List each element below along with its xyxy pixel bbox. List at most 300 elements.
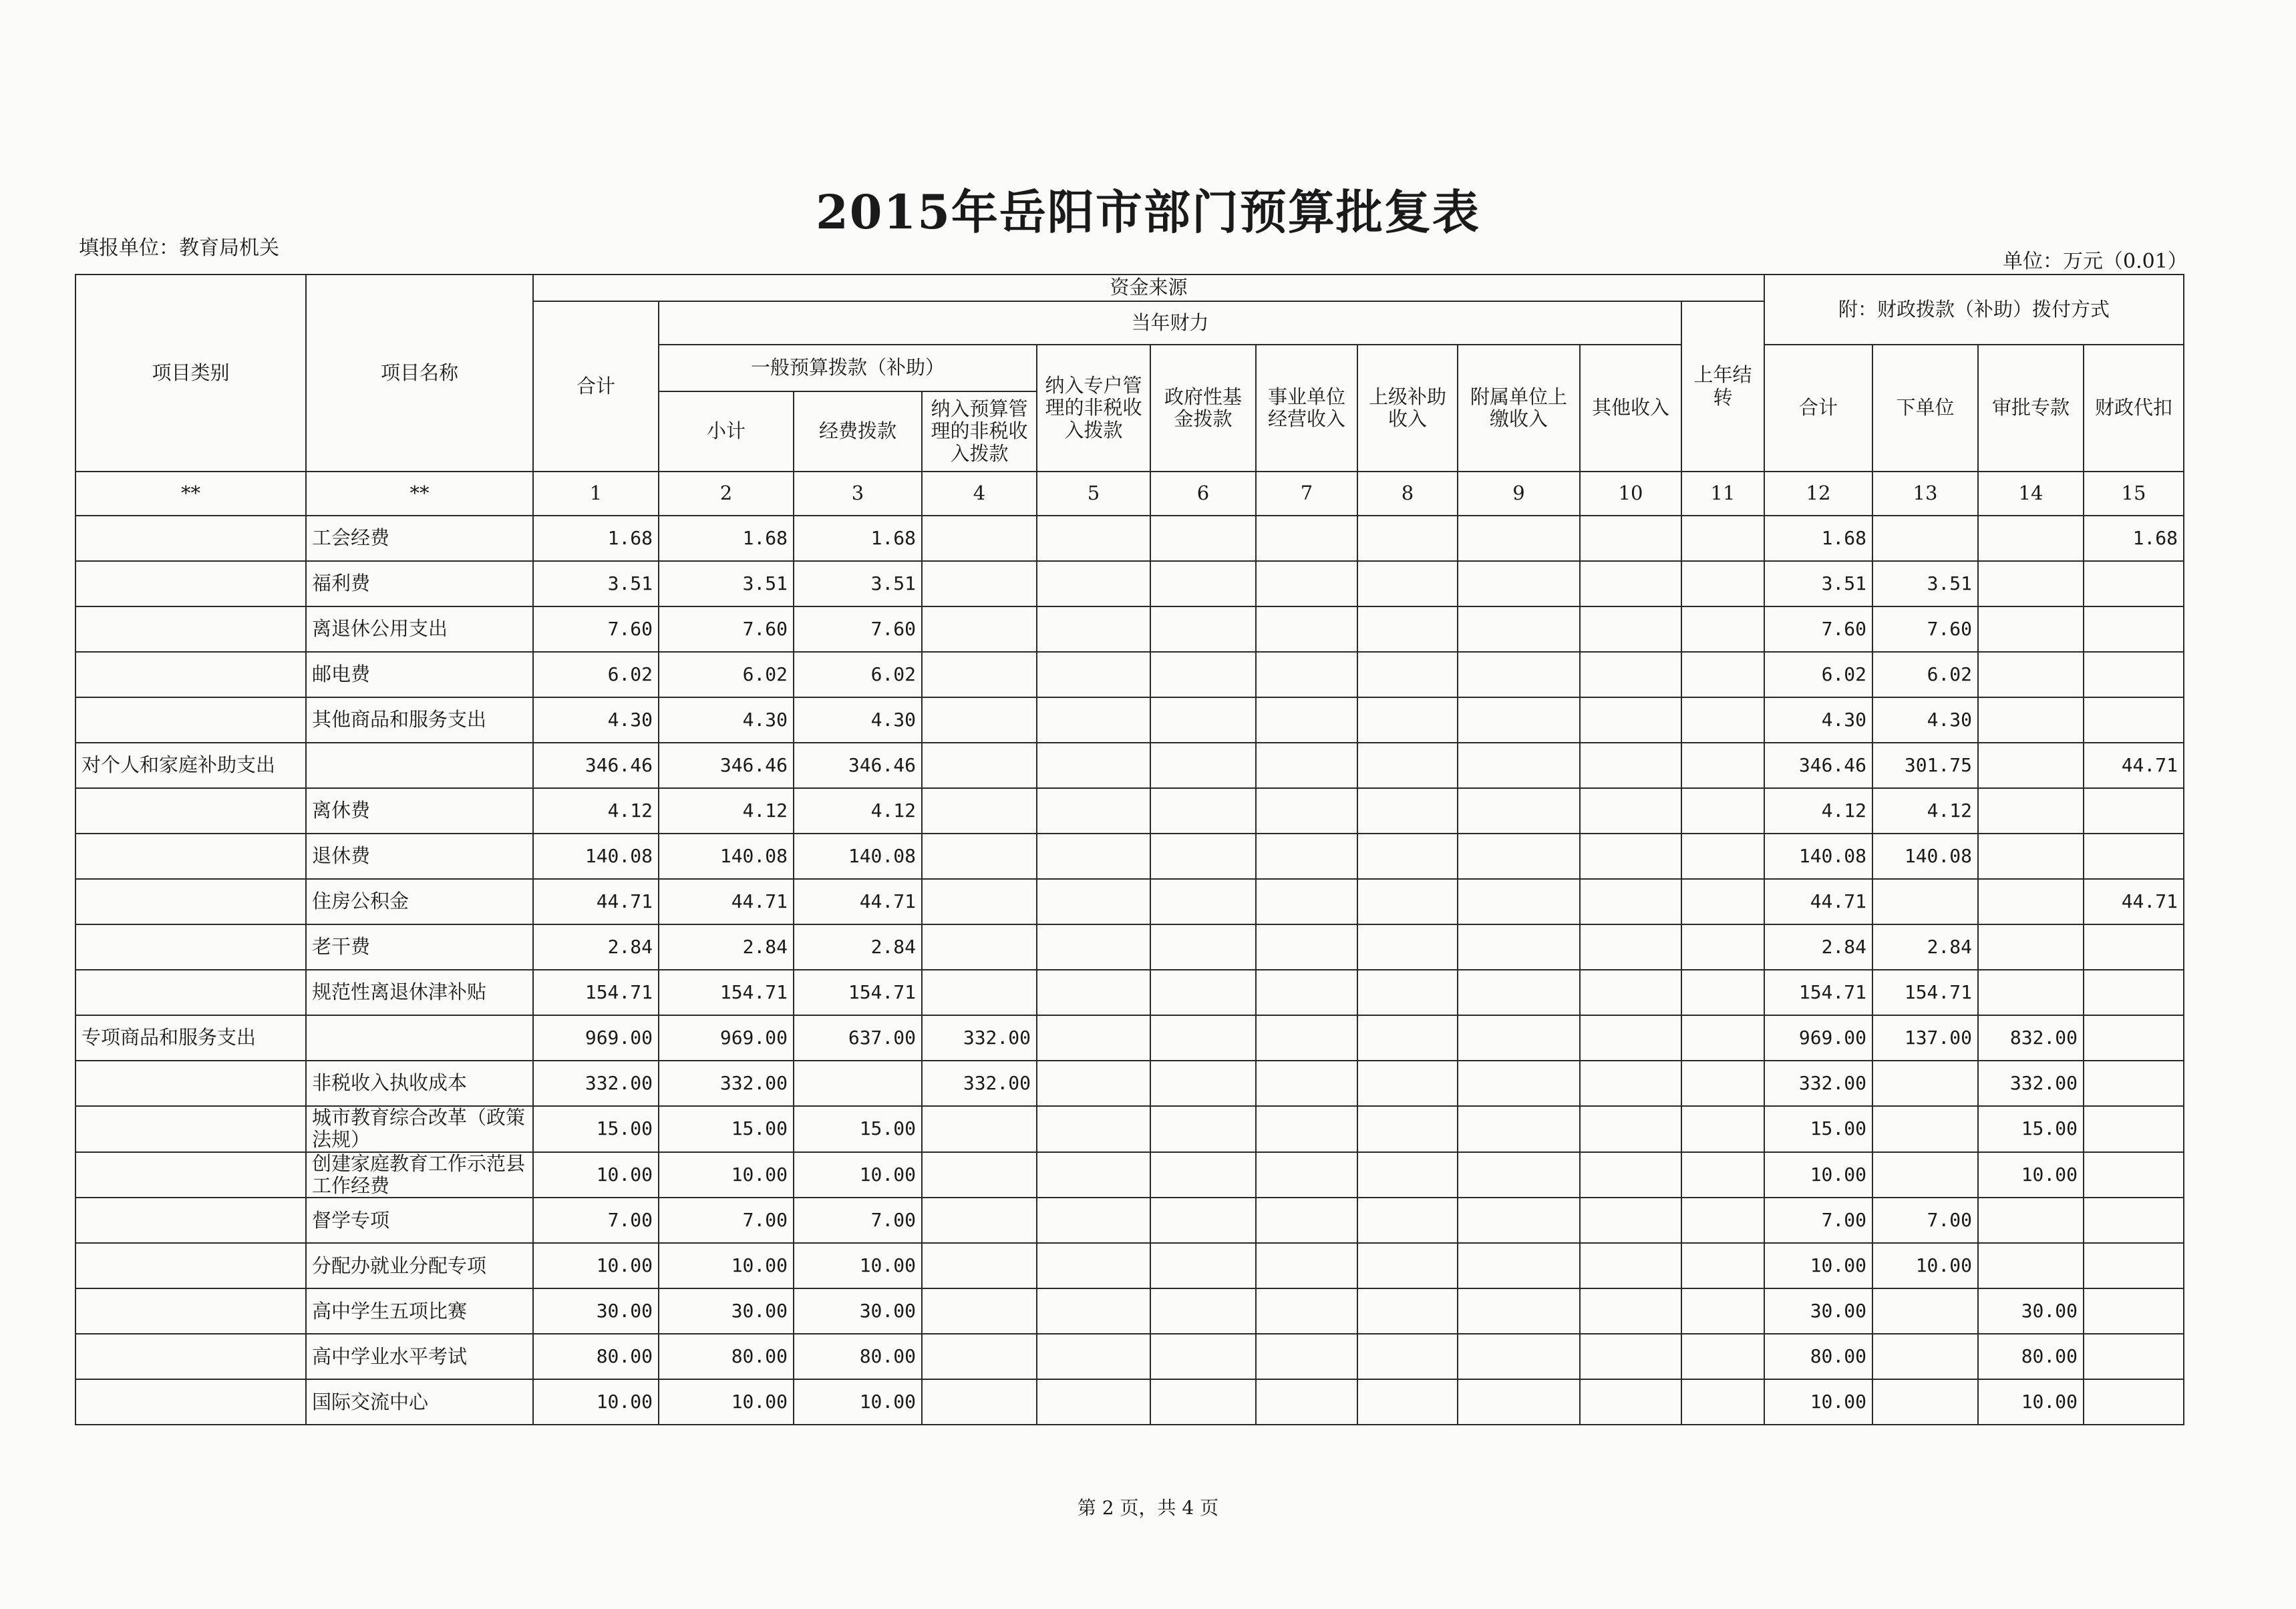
row-affiliate-income [1458, 697, 1580, 743]
row-name: 住房公积金 [306, 879, 533, 924]
row-other-income [1580, 743, 1681, 788]
row-lower-unit: 301.75 [1872, 743, 1978, 788]
row-affiliate-income [1458, 1379, 1580, 1425]
row-total: 140.08 [533, 834, 659, 879]
row-nontax-budget: 332.00 [922, 1015, 1037, 1061]
row-category [75, 1061, 306, 1106]
row-business-income [1256, 834, 1357, 879]
row-nontax-budget [922, 1334, 1037, 1379]
row-category [75, 1288, 306, 1334]
row-pay-total: 15.00 [1764, 1106, 1872, 1152]
row-superior-subsidy [1357, 1379, 1458, 1425]
row-approved-special: 10.00 [1978, 1152, 2084, 1198]
row-prev-carryover [1681, 1015, 1764, 1061]
row-nontax-budget [922, 834, 1037, 879]
row-expense: 346.46 [794, 743, 922, 788]
row-category [75, 561, 306, 606]
header-other-income: 其他收入 [1580, 345, 1681, 472]
document-title: 2015年岳阳市部门预算批复表 [816, 184, 1480, 240]
row-nontax-special [1037, 652, 1150, 697]
row-nontax-budget [922, 924, 1037, 970]
row-name: 高中学业水平考试 [306, 1334, 533, 1379]
row-nontax-special [1037, 970, 1150, 1015]
row-nontax-budget [922, 561, 1037, 606]
row-other-income [1580, 697, 1681, 743]
row-gov-fund [1150, 1061, 1256, 1106]
row-lower-unit: 7.60 [1872, 606, 1978, 652]
row-superior-subsidy [1357, 561, 1458, 606]
row-expense: 7.60 [794, 606, 922, 652]
row-subtotal: 4.12 [659, 788, 794, 834]
row-superior-subsidy [1357, 743, 1458, 788]
row-name: 非税收入执收成本 [306, 1061, 533, 1106]
index-col: 9 [1458, 472, 1580, 516]
row-prev-carryover [1681, 1152, 1764, 1198]
row-subtotal: 10.00 [659, 1152, 794, 1198]
row-other-income [1580, 1288, 1681, 1334]
row-nontax-budget [922, 1243, 1037, 1288]
row-superior-subsidy [1357, 1288, 1458, 1334]
row-name: 离休费 [306, 788, 533, 834]
row-lower-unit: 4.30 [1872, 697, 1978, 743]
row-category [75, 606, 306, 652]
row-approved-special [1978, 788, 2084, 834]
header-attached-total: 合计 [1764, 345, 1872, 472]
row-superior-subsidy [1357, 879, 1458, 924]
row-approved-special: 332.00 [1978, 1061, 2084, 1106]
row-total: 4.12 [533, 788, 659, 834]
row-nontax-budget: 332.00 [922, 1061, 1037, 1106]
row-superior-subsidy [1357, 788, 1458, 834]
row-gov-fund [1150, 1243, 1256, 1288]
row-total: 10.00 [533, 1379, 659, 1425]
row-category: 专项商品和服务支出 [75, 1015, 306, 1061]
row-business-income [1256, 1015, 1357, 1061]
row-affiliate-income [1458, 1106, 1580, 1152]
table-row [75, 606, 2184, 652]
row-approved-special [1978, 1243, 2084, 1288]
row-total: 44.71 [533, 879, 659, 924]
row-name: 规范性离退休津补贴 [306, 970, 533, 1015]
row-lower-unit [1872, 1061, 1978, 1106]
row-expense: 637.00 [794, 1015, 922, 1061]
row-other-income [1580, 1015, 1681, 1061]
row-total: 30.00 [533, 1288, 659, 1334]
row-superior-subsidy [1357, 1334, 1458, 1379]
index-col: 12 [1764, 472, 1872, 516]
row-total: 7.00 [533, 1198, 659, 1243]
row-nontax-special [1037, 1152, 1150, 1198]
row-expense: 1.68 [794, 516, 922, 561]
header-name: 项目名称 [306, 275, 533, 472]
row-superior-subsidy [1357, 606, 1458, 652]
row-subtotal: 140.08 [659, 834, 794, 879]
row-nontax-budget [922, 606, 1037, 652]
row-pay-total: 7.60 [1764, 606, 1872, 652]
row-pay-total: 2.84 [1764, 924, 1872, 970]
row-nontax-budget [922, 516, 1037, 561]
row-category [75, 879, 306, 924]
row-affiliate-income [1458, 1243, 1580, 1288]
row-nontax-budget [922, 743, 1037, 788]
row-business-income [1256, 1243, 1357, 1288]
row-subtotal: 30.00 [659, 1288, 794, 1334]
row-business-income [1256, 788, 1357, 834]
index-col: 3 [794, 472, 922, 516]
row-lower-unit: 2.84 [1872, 924, 1978, 970]
row-pay-total: 154.71 [1764, 970, 1872, 1015]
table-row [75, 1288, 2184, 1334]
row-approved-special [1978, 697, 2084, 743]
row-nontax-special [1037, 1288, 1150, 1334]
row-approved-special [1978, 606, 2084, 652]
header-general-budget: 一般预算拨款（补助） [659, 345, 1037, 391]
header-nontax-special: 纳入专户管理的非税收入拨款 [1037, 345, 1150, 472]
row-business-income [1256, 1288, 1357, 1334]
row-superior-subsidy [1357, 924, 1458, 970]
header-nontax-budget: 纳入预算管理的非税收入拨款 [922, 391, 1037, 472]
row-nontax-special [1037, 1106, 1150, 1152]
row-subtotal: 15.00 [659, 1106, 794, 1152]
row-finance-agent [2084, 1198, 2184, 1243]
index-col: 8 [1357, 472, 1458, 516]
unit-label: 单位：万元（0.01） [2003, 250, 2188, 273]
row-business-income [1256, 1334, 1357, 1379]
row-category [75, 1106, 306, 1152]
row-finance-agent [2084, 924, 2184, 970]
row-nontax-special [1037, 924, 1150, 970]
row-expense: 2.84 [794, 924, 922, 970]
row-subtotal: 6.02 [659, 652, 794, 697]
row-expense: 4.30 [794, 697, 922, 743]
row-affiliate-income [1458, 1061, 1580, 1106]
row-prev-carryover [1681, 1379, 1764, 1425]
row-total: 6.02 [533, 652, 659, 697]
row-finance-agent: 44.71 [2084, 743, 2184, 788]
row-other-income [1580, 1106, 1681, 1152]
row-superior-subsidy [1357, 516, 1458, 561]
row-other-income [1580, 1198, 1681, 1243]
row-prev-carryover [1681, 1106, 1764, 1152]
row-total: 332.00 [533, 1061, 659, 1106]
row-finance-agent: 1.68 [2084, 516, 2184, 561]
row-business-income [1256, 1061, 1357, 1106]
row-total: 80.00 [533, 1334, 659, 1379]
row-name: 分配办就业分配专项 [306, 1243, 533, 1288]
row-total: 15.00 [533, 1106, 659, 1152]
row-nontax-budget [922, 1106, 1037, 1152]
row-subtotal: 332.00 [659, 1061, 794, 1106]
table-row [75, 1243, 2184, 1288]
table-row [75, 1106, 2184, 1152]
row-category [75, 1379, 306, 1425]
index-col: 6 [1150, 472, 1256, 516]
row-expense: 10.00 [794, 1152, 922, 1198]
table-row [75, 697, 2184, 743]
row-total: 4.30 [533, 697, 659, 743]
row-pay-total: 10.00 [1764, 1243, 1872, 1288]
row-business-income [1256, 743, 1357, 788]
row-affiliate-income [1458, 743, 1580, 788]
row-gov-fund [1150, 1198, 1256, 1243]
row-superior-subsidy [1357, 1243, 1458, 1288]
row-name: 城市教育综合改革（政策法规） [306, 1106, 533, 1152]
row-subtotal: 346.46 [659, 743, 794, 788]
row-prev-carryover [1681, 1288, 1764, 1334]
row-nontax-special [1037, 1061, 1150, 1106]
row-category [75, 652, 306, 697]
row-other-income [1580, 924, 1681, 970]
index-col: 13 [1872, 472, 1978, 516]
row-superior-subsidy [1357, 834, 1458, 879]
row-finance-agent [2084, 1152, 2184, 1198]
row-nontax-special [1037, 1198, 1150, 1243]
row-finance-agent [2084, 1106, 2184, 1152]
row-business-income [1256, 652, 1357, 697]
budget-table [75, 274, 2184, 1425]
row-prev-carryover [1681, 652, 1764, 697]
row-approved-special: 15.00 [1978, 1106, 2084, 1152]
row-category [75, 1243, 306, 1288]
row-other-income [1580, 834, 1681, 879]
row-gov-fund [1150, 697, 1256, 743]
row-finance-agent [2084, 1379, 2184, 1425]
row-affiliate-income [1458, 1198, 1580, 1243]
row-superior-subsidy [1357, 1106, 1458, 1152]
row-prev-carryover [1681, 788, 1764, 834]
row-name: 工会经费 [306, 516, 533, 561]
row-pay-total: 10.00 [1764, 1152, 1872, 1198]
row-superior-subsidy [1357, 1198, 1458, 1243]
row-name: 督学专项 [306, 1198, 533, 1243]
row-name [306, 1015, 533, 1061]
index-category: ** [75, 472, 306, 516]
row-business-income [1256, 1152, 1357, 1198]
row-nontax-budget [922, 788, 1037, 834]
row-gov-fund [1150, 788, 1256, 834]
row-other-income [1580, 606, 1681, 652]
row-affiliate-income [1458, 561, 1580, 606]
row-other-income [1580, 652, 1681, 697]
row-name: 离退休公用支出 [306, 606, 533, 652]
row-approved-special: 10.00 [1978, 1379, 2084, 1425]
row-lower-unit [1872, 879, 1978, 924]
row-other-income [1580, 788, 1681, 834]
row-business-income [1256, 970, 1357, 1015]
row-finance-agent [2084, 1061, 2184, 1106]
row-gov-fund [1150, 924, 1256, 970]
row-subtotal: 10.00 [659, 1243, 794, 1288]
row-superior-subsidy [1357, 1015, 1458, 1061]
row-approved-special [1978, 924, 2084, 970]
table-row [75, 1334, 2184, 1379]
header-superior-subsidy: 上级补助收入 [1357, 345, 1458, 472]
row-gov-fund [1150, 652, 1256, 697]
row-affiliate-income [1458, 652, 1580, 697]
row-affiliate-income [1458, 970, 1580, 1015]
row-approved-special [1978, 516, 2084, 561]
row-nontax-budget [922, 1379, 1037, 1425]
table-row [75, 1379, 2184, 1425]
row-gov-fund [1150, 834, 1256, 879]
row-expense [794, 1061, 922, 1106]
row-category [75, 834, 306, 879]
row-pay-total: 1.68 [1764, 516, 1872, 561]
table-row [75, 788, 2184, 834]
row-name: 退休费 [306, 834, 533, 879]
header-current-year: 当年财力 [659, 301, 1681, 345]
row-gov-fund [1150, 561, 1256, 606]
header-finance-agent: 财政代扣 [2084, 345, 2184, 472]
row-lower-unit: 7.00 [1872, 1198, 1978, 1243]
row-affiliate-income [1458, 1152, 1580, 1198]
row-affiliate-income [1458, 1015, 1580, 1061]
row-superior-subsidy [1357, 1152, 1458, 1198]
row-expense: 30.00 [794, 1288, 922, 1334]
header-expense-allocation: 经费拨款 [794, 391, 922, 472]
row-prev-carryover [1681, 1243, 1764, 1288]
row-lower-unit: 3.51 [1872, 561, 1978, 606]
row-lower-unit [1872, 1288, 1978, 1334]
page-footer: 第 2 页，共 4 页 [1077, 1497, 1219, 1519]
table-row [75, 1015, 2184, 1061]
row-prev-carryover [1681, 606, 1764, 652]
row-gov-fund [1150, 516, 1256, 561]
row-category [75, 697, 306, 743]
row-total: 7.60 [533, 606, 659, 652]
row-subtotal: 1.68 [659, 516, 794, 561]
row-finance-agent [2084, 561, 2184, 606]
row-subtotal: 7.60 [659, 606, 794, 652]
row-prev-carryover [1681, 1334, 1764, 1379]
row-finance-agent [2084, 1334, 2184, 1379]
row-business-income [1256, 1198, 1357, 1243]
row-lower-unit: 6.02 [1872, 652, 1978, 697]
row-name: 创建家庭教育工作示范县工作经费 [306, 1152, 533, 1198]
row-business-income [1256, 561, 1357, 606]
table-row [75, 834, 2184, 879]
row-superior-subsidy [1357, 652, 1458, 697]
row-other-income [1580, 879, 1681, 924]
index-col: 11 [1681, 472, 1764, 516]
row-prev-carryover [1681, 516, 1764, 561]
row-other-income [1580, 1061, 1681, 1106]
row-approved-special [1978, 652, 2084, 697]
row-nontax-special [1037, 743, 1150, 788]
row-prev-carryover [1681, 1198, 1764, 1243]
row-affiliate-income [1458, 1288, 1580, 1334]
table-row [75, 652, 2184, 697]
row-pay-total: 346.46 [1764, 743, 1872, 788]
row-other-income [1580, 970, 1681, 1015]
row-category [75, 788, 306, 834]
row-expense: 80.00 [794, 1334, 922, 1379]
row-nontax-special [1037, 1243, 1150, 1288]
row-nontax-budget [922, 879, 1037, 924]
row-finance-agent [2084, 606, 2184, 652]
row-lower-unit: 10.00 [1872, 1243, 1978, 1288]
row-business-income [1256, 516, 1357, 561]
row-total: 2.84 [533, 924, 659, 970]
row-name: 福利费 [306, 561, 533, 606]
row-other-income [1580, 1152, 1681, 1198]
row-category [75, 1334, 306, 1379]
row-affiliate-income [1458, 879, 1580, 924]
row-superior-subsidy [1357, 697, 1458, 743]
row-finance-agent: 44.71 [2084, 879, 2184, 924]
row-total: 3.51 [533, 561, 659, 606]
row-approved-special [1978, 834, 2084, 879]
row-prev-carryover [1681, 924, 1764, 970]
row-lower-unit: 137.00 [1872, 1015, 1978, 1061]
row-subtotal: 4.30 [659, 697, 794, 743]
row-lower-unit [1872, 1106, 1978, 1152]
row-finance-agent [2084, 788, 2184, 834]
row-prev-carryover [1681, 1061, 1764, 1106]
row-affiliate-income [1458, 606, 1580, 652]
row-finance-agent [2084, 1243, 2184, 1288]
row-total: 10.00 [533, 1152, 659, 1198]
table-row [75, 743, 2184, 788]
index-col: 1 [533, 472, 659, 516]
row-nontax-budget [922, 1288, 1037, 1334]
row-finance-agent [2084, 1015, 2184, 1061]
index-col: 2 [659, 472, 794, 516]
row-prev-carryover [1681, 561, 1764, 606]
row-subtotal: 969.00 [659, 1015, 794, 1061]
row-nontax-special [1037, 1015, 1150, 1061]
row-lower-unit [1872, 516, 1978, 561]
row-gov-fund [1150, 1152, 1256, 1198]
row-subtotal: 7.00 [659, 1198, 794, 1243]
row-nontax-special [1037, 606, 1150, 652]
row-approved-special: 832.00 [1978, 1015, 2084, 1061]
row-pay-total: 30.00 [1764, 1288, 1872, 1334]
row-subtotal: 10.00 [659, 1379, 794, 1425]
row-nontax-budget [922, 1152, 1037, 1198]
row-approved-special [1978, 743, 2084, 788]
row-subtotal: 154.71 [659, 970, 794, 1015]
row-affiliate-income [1458, 788, 1580, 834]
row-prev-carryover [1681, 834, 1764, 879]
row-nontax-special [1037, 697, 1150, 743]
row-subtotal: 44.71 [659, 879, 794, 924]
header-business-income: 事业单位经营收入 [1256, 345, 1357, 472]
header-affiliate-income: 附属单位上缴收入 [1458, 345, 1580, 472]
row-affiliate-income [1458, 834, 1580, 879]
row-business-income [1256, 697, 1357, 743]
row-expense: 140.08 [794, 834, 922, 879]
row-other-income [1580, 561, 1681, 606]
row-gov-fund [1150, 1334, 1256, 1379]
row-name: 国际交流中心 [306, 1379, 533, 1425]
row-approved-special: 80.00 [1978, 1334, 2084, 1379]
row-finance-agent [2084, 834, 2184, 879]
row-finance-agent [2084, 652, 2184, 697]
row-lower-unit [1872, 1379, 1978, 1425]
header-category: 项目类别 [75, 275, 306, 472]
row-pay-total: 6.02 [1764, 652, 1872, 697]
row-pay-total: 140.08 [1764, 834, 1872, 879]
row-affiliate-income [1458, 924, 1580, 970]
row-gov-fund [1150, 1106, 1256, 1152]
row-other-income [1580, 1379, 1681, 1425]
row-nontax-budget [922, 652, 1037, 697]
table-row [75, 1152, 2184, 1198]
header-funding-source: 资金来源 [533, 275, 1764, 301]
row-other-income [1580, 1243, 1681, 1288]
row-lower-unit: 140.08 [1872, 834, 1978, 879]
